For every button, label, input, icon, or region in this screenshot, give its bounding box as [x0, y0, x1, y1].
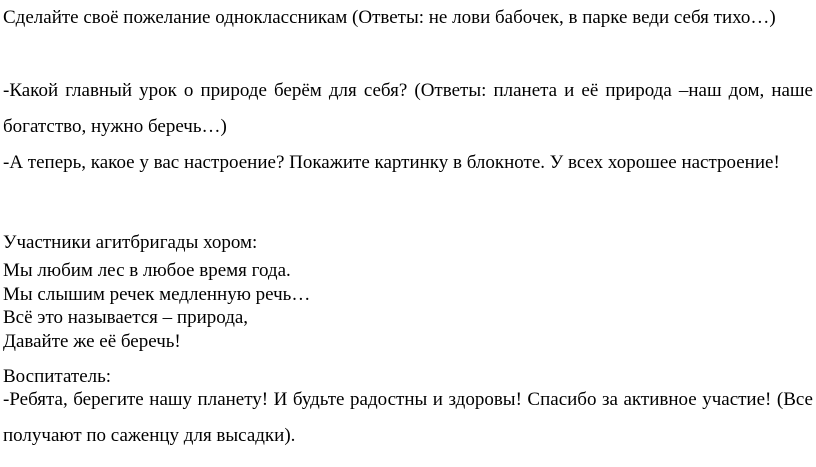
poem-line-2: Мы слышим речек медленную речь… — [3, 283, 311, 305]
paragraph-wishes: Сделайте своё пожелание одноклассникам (Ответы: не лови бабочек, в парке веди себя тихо…) — [3, 7, 776, 28]
poem-line-3: Всё это называется – природа, — [3, 307, 249, 328]
poem-line-4: Давайте же её беречь! — [3, 330, 181, 352]
paragraph-closing: -Ребята, берегите нашу планету! И будьте радостны и здоровы! Спасибо за активное участие! (Все получают по саженцу для высадки). — [3, 389, 813, 446]
poem-line-1: Мы любим лес в любое время года. — [3, 260, 291, 281]
paragraph-nature-lesson: -Какой главный урок о природе берём для себя? (Ответы: планета и её природа –наш дом, наше богатство, нужно беречь…) — [3, 80, 813, 137]
paragraph-chorus-intro: Участники агитбригады хором: — [3, 232, 258, 253]
speaker-label-teacher: Воспитатель: — [3, 366, 112, 387]
paragraph-mood: -А теперь, какое у вас настроение? Покажите картинку в блокноте. У всех хорошее настроение! — [3, 152, 780, 173]
poem-block — [3, 259, 813, 353]
